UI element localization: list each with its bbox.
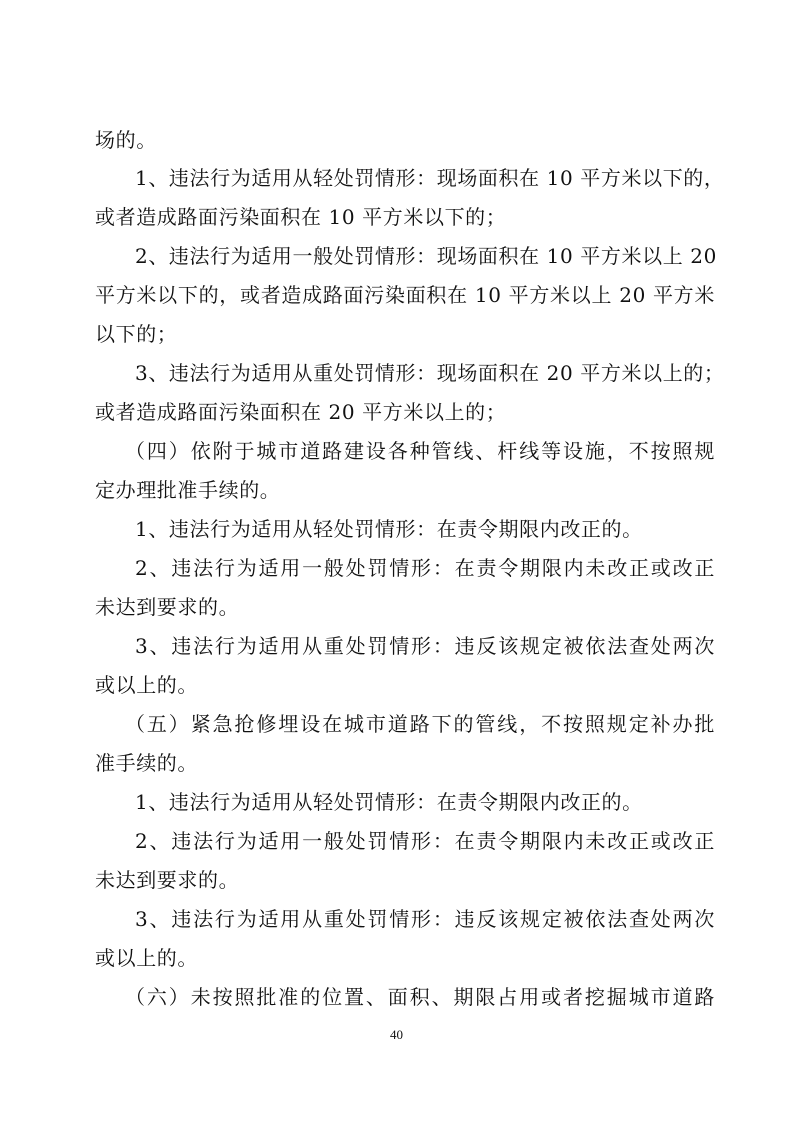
text-line: 2、违法行为适用一般处罚情形：在责令期限内未改正或改正 [135,556,715,580]
text-line: 定办理批准手续的。 [95,478,281,502]
text-line: 未达到要求的。 [95,595,240,619]
section-heading: （五）紧急抢修埋设在城市道路下的管线，不按照规定补办批 [125,712,715,736]
section-heading: （六）未按照批准的位置、面积、期限占用或者挖掘城市道路 [125,985,715,1009]
text-line: 2、违法行为适用一般处罚情形：现场面积在 10 平方米以上 20 [135,244,717,268]
text-line: 1、违法行为适用从轻处罚情形：现场面积在 10 平方米以下的， [135,166,725,190]
section-heading: （四）依附于城市道路建设各种管线、杆线等设施，不按照规 [125,439,715,463]
text-line: 场的。 [95,128,157,152]
text-line: 平方米以下的，或者造成路面污染面积在 10 平方米以上 20 平方米 [95,283,715,307]
text-line: 或者造成路面污染面积在 10 平方米以下的； [95,205,507,229]
text-line: 3、违法行为适用从重处罚情形：违反该规定被依法查处两次 [135,634,715,658]
text-line: 准手续的。 [95,751,198,775]
text-line: 未达到要求的。 [95,868,240,892]
text-line: 3、违法行为适用从重处罚情形：现场面积在 20 平方米以上的； [135,361,725,385]
text-line: 3、违法行为适用从重处罚情形：违反该规定被依法查处两次 [135,907,715,931]
text-line: 2、违法行为适用一般处罚情形：在责令期限内未改正或改正 [135,829,715,853]
text-line: 1、违法行为适用从轻处罚情形：在责令期限内改正的。 [135,790,643,814]
page-number: 40 [390,1027,403,1042]
text-line: 1、违法行为适用从轻处罚情形：在责令期限内改正的。 [135,517,643,541]
text-line: 或以上的。 [95,673,198,697]
text-line: 以下的； [95,322,178,346]
text-line: 或以上的。 [95,946,198,970]
text-line: 或者造成路面污染面积在 20 平方米以上的； [95,400,507,424]
